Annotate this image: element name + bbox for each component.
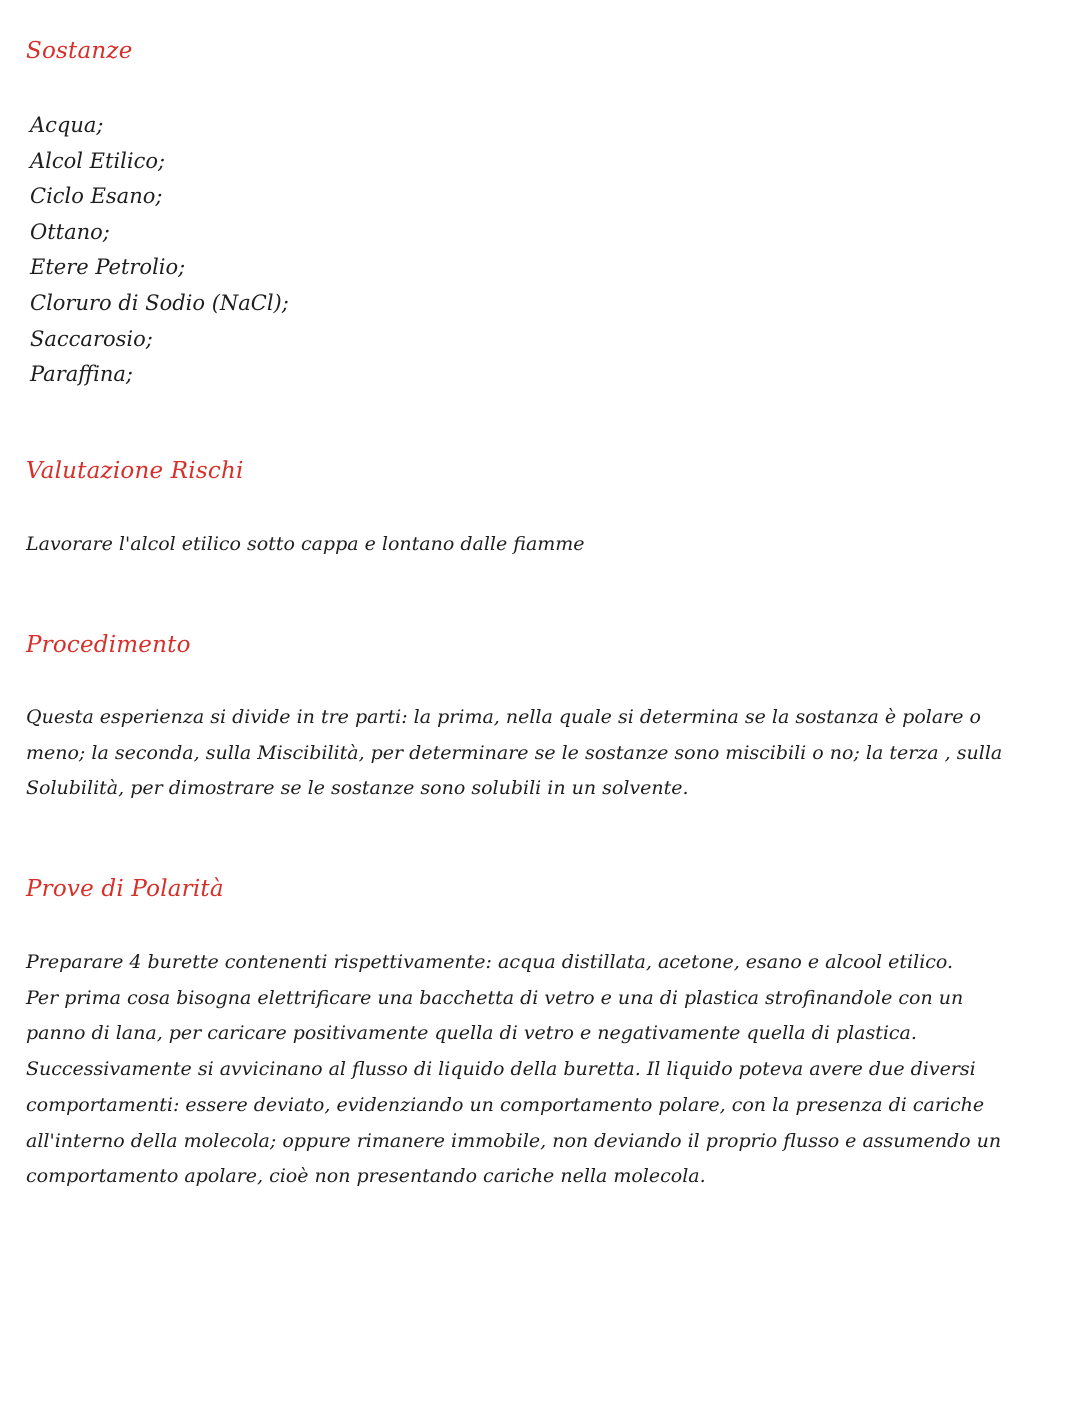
section-title-procedimento: Procedimento: [26, 632, 191, 658]
polarity-test-paragraph: [26, 945, 1036, 1195]
list-item: Etere Petrolio;: [30, 255, 186, 280]
section-title-prove-di-polarita: Prove di Polarità: [26, 876, 224, 902]
substances-list: [30, 108, 289, 393]
list-item: Cloruro di Sodio (NaCl);: [30, 290, 289, 315]
paragraph-line: Questa esperienza si divide in tre parti: la prima, nella quale si determina se la sostanza è polare o: [26, 706, 981, 728]
paragraph-line: comportamento apolare, cioè non presentando cariche nella molecola.: [26, 1165, 706, 1188]
paragraph-line: all'interno della molecola; oppure rimanere immobile, non deviando il proprio flusso e assumendo un: [26, 1129, 1002, 1152]
procedure-paragraph: [26, 700, 1036, 807]
list-item: Alcol Etilico;: [30, 148, 166, 173]
paragraph-line: Solubilità, per dimostrare se le sostanze sono solubili in un solvente.: [26, 777, 689, 800]
list-item: Saccarosio;: [30, 326, 153, 351]
list-item: Acqua;: [30, 113, 104, 137]
risk-assessment-text: Lavorare l'alcol etilico sotto cappa e lontano dalle fiamme: [26, 533, 585, 555]
paragraph-line: Successivamente si avvicinano al flusso di liquido della buretta. Il liquido poteva avere due diversi: [26, 1058, 976, 1081]
paragraph-line: Preparare 4 burette contenenti rispettivamente: acqua distillata, acetone, esano e alcool etilico.: [26, 951, 954, 973]
list-item: Ottano;: [30, 219, 110, 244]
paragraph-line: panno di lana, per caricare positivamente quella di vetro e negativamente quella di plastica.: [26, 1022, 917, 1045]
section-title-valutazione-rischi: Valutazione Rischi: [26, 458, 244, 484]
paragraph-line: comportamenti: essere deviato, evidenziando un comportamento polare, con la presenza di cariche: [26, 1093, 985, 1116]
paragraph-line: meno; la seconda, sulla Miscibilità, per determinare se le sostanze sono miscibili o no; la terza , sulla: [26, 741, 1003, 764]
list-item: Paraffina;: [30, 362, 133, 387]
section-title-sostanze: Sostanze: [26, 38, 133, 64]
paragraph-line: Per prima cosa bisogna elettrificare una bacchetta di vetro e una di plastica strofinandole con un: [26, 986, 964, 1009]
list-item: Ciclo Esano;: [30, 184, 163, 209]
